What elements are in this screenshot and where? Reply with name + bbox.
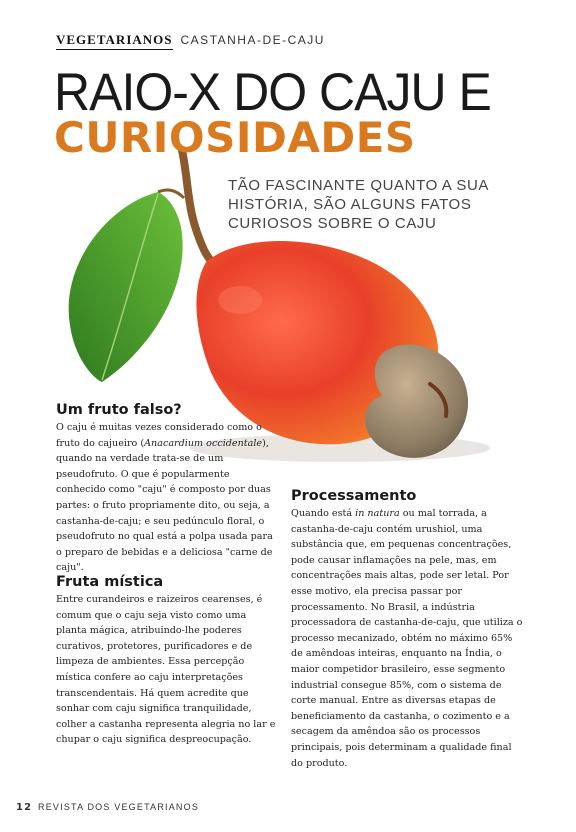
section-topic: CASTANHA-DE-CAJU — [180, 33, 325, 47]
page-number: 12 — [16, 802, 33, 813]
stem-shape — [182, 150, 216, 268]
section-heading: Um fruto falso? — [56, 402, 182, 418]
section-fruto-falso — [56, 402, 276, 576]
section-body: Quando está in natura ou mal torrada, a castanha-de-caju contém urushiol, uma substância que, em pequenas concentrações, pode causar inflamações na pele, mas, em concentrações mais altas, pode ser letal. Por esse motivo, ela precisa passar por processamento. No Brasil, a indústria processadora de castanha-de-caju, que utiliza o processo mecanizado, obtém no máximo 65% de amêndoas inteiras, enquanto na Índia, o maior competidor brasileiro, esse segmento industrial consegue 85%, com o sistema de corte manual. Entre as diversas etapas de beneficiamento da castanha, o cozimento e a secagem da amêndoa são os processos principais, pois determinam a qualidade final do produto. — [291, 508, 523, 769]
section-processamento — [291, 488, 523, 771]
section-body: Entre curandeiros e raizeiros cearenses, é comum que o caju seja visto como uma planta mágica, atribuindo-lhe poderes curativos, protetores, purificadores e de limpeza de ambientes. Essa percepção mística confere ao caju interpretações transcendentais. Há quem acredite que sonhar com caju significa tranquilidade, colher a castanha representa alegria no lar e chupar o caju significa despreocupação. — [56, 594, 276, 746]
page-title-line-2: CURIOSIDADES — [54, 113, 416, 162]
section-heading: Fruta mística — [56, 574, 164, 590]
section-fruta-mistica — [56, 574, 276, 748]
magazine-name: REVISTA DOS VEGETARIANOS — [38, 802, 200, 812]
section-heading: Processamento — [291, 488, 417, 504]
page-title-line-1: RAIO-X DO CAJU E — [54, 62, 491, 122]
leaf-shape — [69, 192, 183, 382]
cashew-nut-shape — [365, 345, 468, 458]
section-tag: VEGETARIANOS — [56, 32, 173, 50]
section-body: O caju é muitas vezes considerado como o fruto do cajueiro (Anacardium occidentale), quando na verdade trata-se de um pseudofruto. O que é popularmente conhecido como "caju" é composto por duas partes: o fruto propriamente dito, ou seja, a castanha-de-caju; e seu pedúnculo floral, o pseudofruto no qual está a polpa usada para o preparo de bebidas e a deliciosa "carne de caju". — [56, 422, 273, 574]
page-subtitle: TÃO FASCINANTE QUANTO A SUA HISTÓRIA, SÃO ALGUNS FATOS CURIOSOS SOBRE O CAJU — [228, 177, 489, 232]
page-footer — [16, 802, 199, 813]
